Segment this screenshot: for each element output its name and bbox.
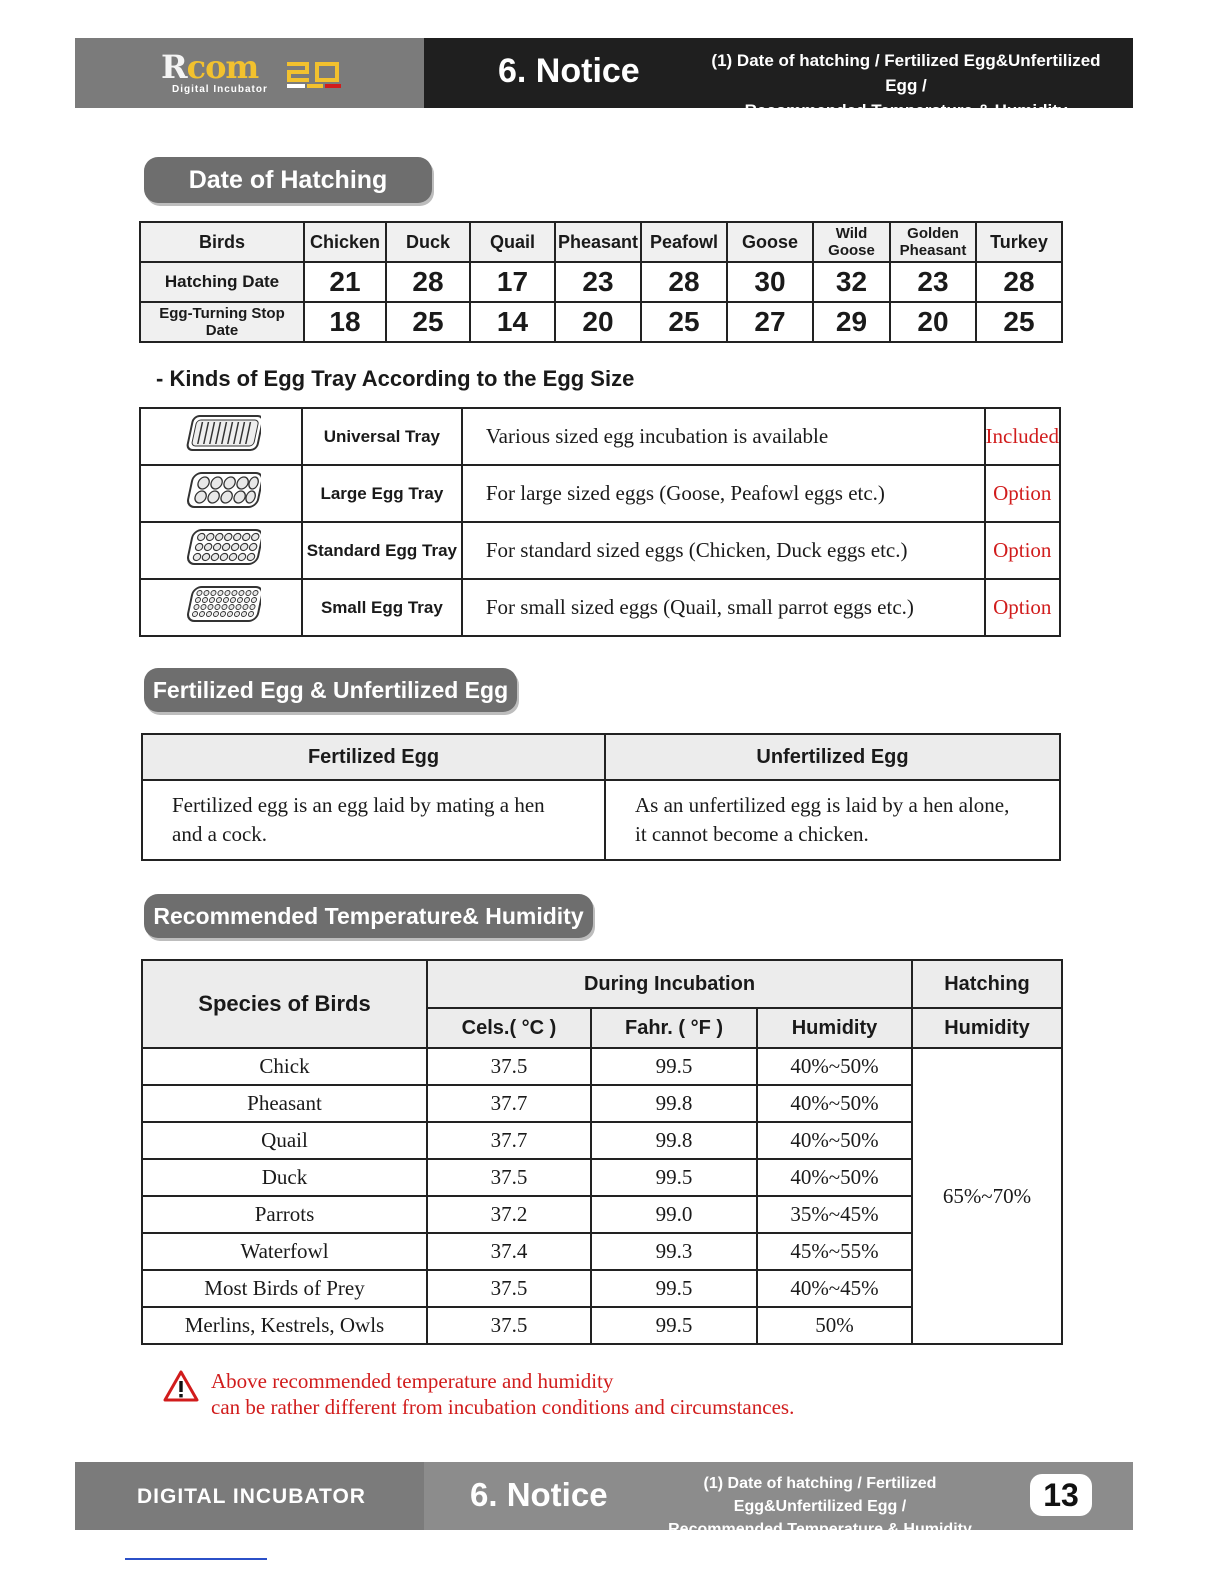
footer-brand-panel	[75, 1462, 424, 1530]
species-cell: Most Birds of Prey	[142, 1270, 427, 1307]
column-header: Peafowl	[641, 222, 727, 262]
tray-heading: - Kinds of Egg Tray According to the Egg Size	[156, 366, 635, 391]
header-subtitle: (1) Date of hatching / Fertilized Egg&Unfertilized Egg / Recommended Temperature & Humidity	[711, 51, 1101, 120]
table-cell: 17	[470, 262, 555, 302]
standard-egg-tray-icon	[181, 524, 261, 572]
footer-underline	[125, 1558, 267, 1560]
row-label: Egg-Turning Stop Date	[140, 302, 304, 342]
table-row	[140, 522, 1060, 579]
table-cell: 25	[976, 302, 1062, 342]
table-cell: 21	[304, 262, 386, 302]
fahrenheit-cell: 99.3	[591, 1233, 757, 1270]
tray-status: Included	[985, 408, 1060, 465]
species-cell: Chick	[142, 1048, 427, 1085]
column-header: Wild Goose	[813, 222, 890, 262]
column-header: Chicken	[304, 222, 386, 262]
temperature-humidity-table	[141, 959, 1063, 1345]
humidity-cell: 40%~50%	[757, 1085, 912, 1122]
tray-description: For standard sized eggs (Chicken, Duck eggs etc.)	[462, 522, 985, 579]
column-header: Turkey	[976, 222, 1062, 262]
humidity-cell: 35%~45%	[757, 1196, 912, 1233]
logo: Rcom	[161, 48, 259, 86]
table-row	[140, 408, 1060, 465]
table-cell: 20	[890, 302, 976, 342]
tray-status: Option	[985, 465, 1060, 522]
table-header-row	[140, 222, 1062, 262]
page-title: 6. Notice	[498, 52, 640, 90]
column-header: Unfertilized Egg	[605, 734, 1060, 780]
table-row	[140, 302, 1062, 342]
humidity-cell: 40%~50%	[757, 1048, 912, 1085]
fertilized-egg-description: Fertilized egg is an egg laid by mating a hen and a cock.	[142, 780, 605, 860]
fertilized-egg-table	[141, 733, 1061, 861]
hatching-header: Hatching	[912, 960, 1062, 1008]
fahrenheit-cell: 99.0	[591, 1196, 757, 1233]
celsius-cell: 37.5	[427, 1307, 591, 1344]
table-cell: 23	[890, 262, 976, 302]
humidity-cell: 50%	[757, 1307, 912, 1344]
species-cell: Duck	[142, 1159, 427, 1196]
row-label: Hatching Date	[140, 262, 304, 302]
tray-description: Various sized egg incubation is available	[462, 408, 985, 465]
humidity-cell: 40%~50%	[757, 1122, 912, 1159]
table-cell: 28	[641, 262, 727, 302]
tray-description: For small sized eggs (Quail, small parrot eggs etc.)	[462, 579, 985, 636]
tray-name: Small Egg Tray	[302, 579, 462, 636]
table-cell: 18	[304, 302, 386, 342]
table-cell: 28	[976, 262, 1062, 302]
hatching-humidity-header: Humidity	[912, 1008, 1062, 1048]
section-title-hatching: Date of Hatching	[144, 157, 432, 203]
tray-image-cell	[140, 408, 302, 465]
egg-tray-table	[139, 407, 1061, 637]
celsius-cell: 37.2	[427, 1196, 591, 1233]
column-header: Golden Pheasant	[890, 222, 976, 262]
footer-subtitle: (1) Date of hatching / Fertilized Egg&Unfertilized Egg / Recommended Temperature & Humidity	[668, 1475, 972, 1538]
table-cell: 23	[555, 262, 641, 302]
hatching-table	[139, 221, 1063, 343]
column-header: Pheasant	[555, 222, 641, 262]
table-cell: 25	[641, 302, 727, 342]
table-cell: 20	[555, 302, 641, 342]
fahrenheit-cell: 99.5	[591, 1048, 757, 1085]
column-header: Fertilized Egg	[142, 734, 605, 780]
during-incubation-header: During Incubation	[427, 960, 912, 1008]
celsius-header: Cels.( °C )	[427, 1008, 591, 1048]
fahrenheit-cell: 99.8	[591, 1122, 757, 1159]
tray-image-cell	[140, 465, 302, 522]
page-footer	[75, 1462, 1133, 1538]
celsius-cell: 37.5	[427, 1048, 591, 1085]
logo-panel	[75, 38, 424, 108]
species-header: Species of Birds	[142, 960, 427, 1048]
page-header	[75, 38, 1133, 120]
species-cell: Parrots	[142, 1196, 427, 1233]
unfertilized-egg-description: As an unfertilized egg is laid by a hen alone, it cannot become a chicken.	[605, 780, 1060, 860]
humidity-cell: 45%~55%	[757, 1233, 912, 1270]
logo-subtitle: Digital Incubator	[172, 84, 268, 95]
celsius-cell: 37.5	[427, 1159, 591, 1196]
species-cell: Quail	[142, 1122, 427, 1159]
tray-name: Large Egg Tray	[302, 465, 462, 522]
species-cell: Pheasant	[142, 1085, 427, 1122]
section-title-temperature: Recommended Temperature& Humidity	[144, 894, 593, 938]
tray-description: For large sized eggs (Goose, Peafowl eggs etc.)	[462, 465, 985, 522]
warning-text: Above recommended temperature and humidity can be rather different from incubation conditions and circumstances.	[211, 1369, 795, 1419]
humidity-cell: 40%~50%	[757, 1159, 912, 1196]
footer-brand: DIGITAL INCUBATOR	[137, 1485, 366, 1508]
footer-title: 6. Notice	[470, 1476, 608, 1513]
footer-title-panel	[424, 1462, 1133, 1538]
fahrenheit-cell: 99.5	[591, 1307, 757, 1344]
page-number: 13	[1030, 1474, 1092, 1516]
table-row	[140, 579, 1060, 636]
celsius-cell: 37.7	[427, 1085, 591, 1122]
tray-name: Standard Egg Tray	[302, 522, 462, 579]
section-title-fertilized: Fertilized Egg & Unfertilized Egg	[144, 668, 517, 712]
table-cell: 32	[813, 262, 890, 302]
tray-image-cell	[140, 522, 302, 579]
table-cell: 14	[470, 302, 555, 342]
humidity-cell: 40%~45%	[757, 1270, 912, 1307]
column-header: Duck	[386, 222, 470, 262]
hatching-humidity-cell: 65%~70%	[912, 1048, 1062, 1344]
table-cell: 25	[386, 302, 470, 342]
tray-status: Option	[985, 522, 1060, 579]
table-row	[140, 262, 1062, 302]
large-egg-tray-icon	[181, 467, 261, 515]
humidity-header: Humidity	[757, 1008, 912, 1048]
tray-status: Option	[985, 579, 1060, 636]
column-header: Quail	[470, 222, 555, 262]
species-cell: Waterfowl	[142, 1233, 427, 1270]
small-egg-tray-icon	[181, 581, 261, 629]
celsius-cell: 37.5	[427, 1270, 591, 1307]
table-cell: 30	[727, 262, 813, 302]
species-cell: Merlins, Kestrels, Owls	[142, 1307, 427, 1344]
table-row	[140, 465, 1060, 522]
table-row	[142, 1048, 1062, 1085]
table-cell: 28	[386, 262, 470, 302]
table-header-row	[142, 734, 1060, 780]
fahrenheit-header: Fahr. ( °F )	[591, 1008, 757, 1048]
fahrenheit-cell: 99.5	[591, 1159, 757, 1196]
logo-20-icon	[287, 60, 342, 88]
column-header: Goose	[727, 222, 813, 262]
celsius-cell: 37.4	[427, 1233, 591, 1270]
fahrenheit-cell: 99.8	[591, 1085, 757, 1122]
universal-tray-icon	[181, 410, 261, 458]
column-header: Birds	[140, 222, 304, 262]
celsius-cell: 37.7	[427, 1122, 591, 1159]
tray-name: Universal Tray	[302, 408, 462, 465]
tray-image-cell	[140, 579, 302, 636]
table-cell: 27	[727, 302, 813, 342]
warning-icon	[162, 1369, 200, 1403]
header-title-panel	[424, 38, 1133, 120]
table-header-row	[142, 960, 1062, 1008]
table-cell: 29	[813, 302, 890, 342]
fahrenheit-cell: 99.5	[591, 1270, 757, 1307]
table-row	[142, 780, 1060, 860]
